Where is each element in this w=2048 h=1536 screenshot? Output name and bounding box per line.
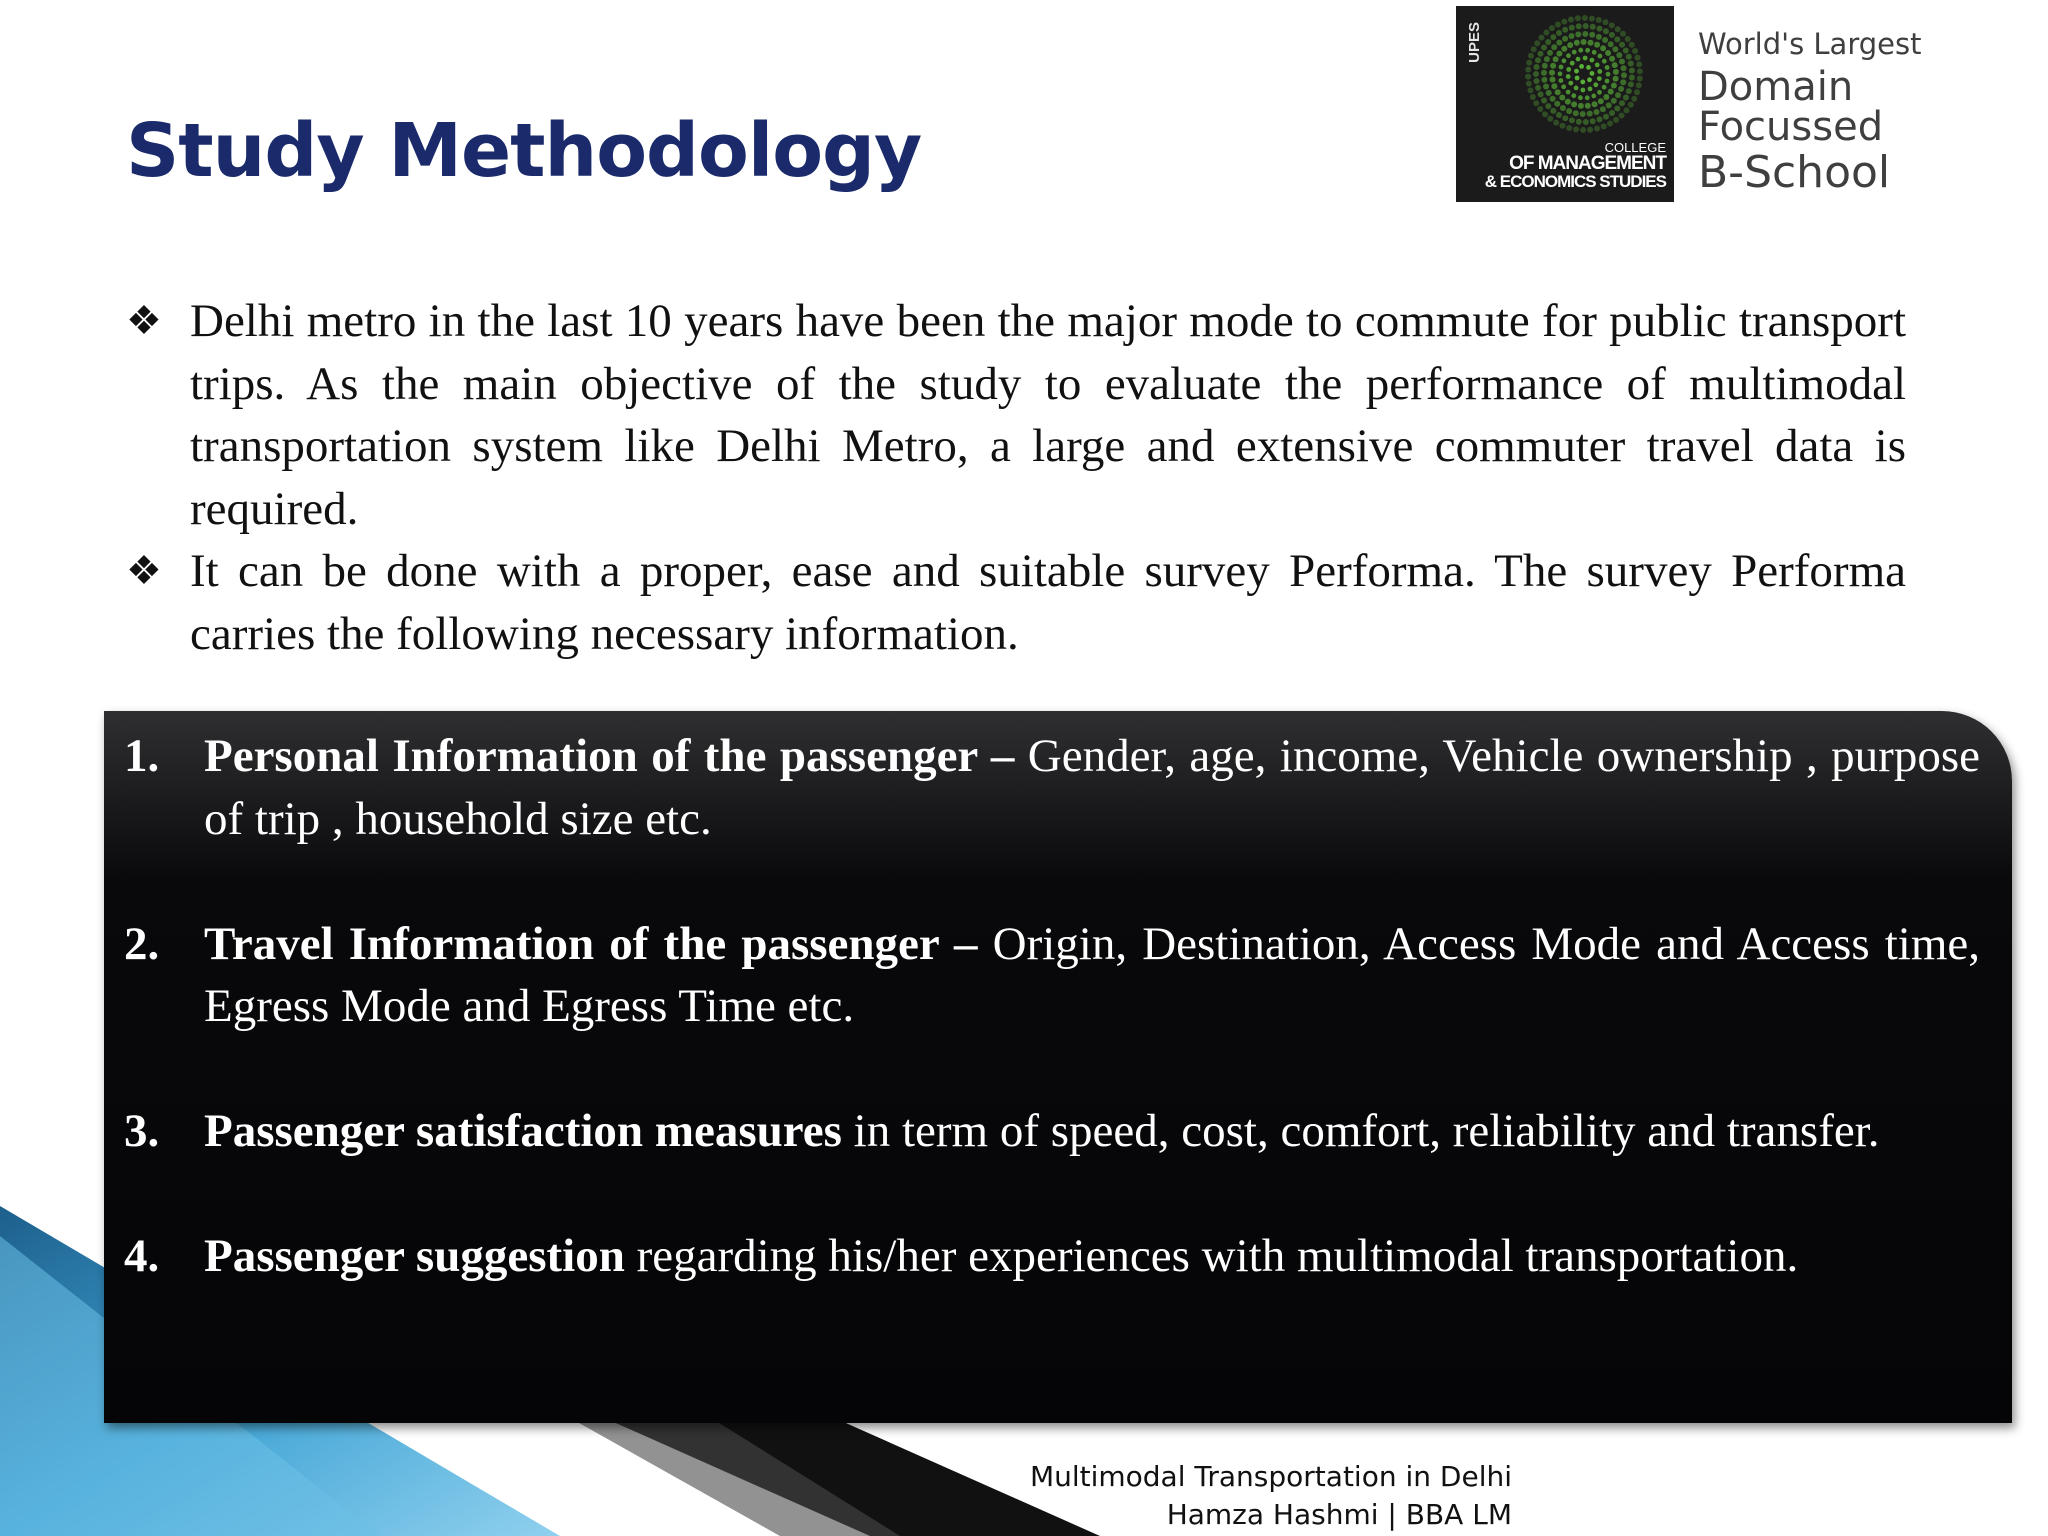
survey-info-list [124, 725, 1980, 1288]
logo-text [1456, 141, 1666, 190]
list-item [124, 725, 1980, 850]
list-item [124, 913, 1980, 1038]
logo-line-3: & ECONOMICS STUDIES [1484, 172, 1666, 191]
bullet-item [126, 540, 1906, 665]
tagline-line-3: B-School [1698, 147, 1891, 198]
list-item [124, 1100, 1980, 1163]
tagline-line-2: Domain Focussed [1698, 64, 1884, 150]
bullet-text: It can be done with a proper, ease and suitable survey Performa. The survey Performa carries the following necessary information. [190, 545, 1906, 660]
slide-footer [1030, 1458, 1512, 1534]
logo-line-2: OF MANAGEMENT [1509, 153, 1666, 174]
item-text: regarding his/her experiences with multimodal transportation. [624, 1230, 1799, 1282]
bullet-text: Delhi metro in the last 10 years have been the major mode to commute for public transport trips. As the main objective of the study to evaluate the performance of multimodal transportation system like Delhi Metro, a large and extensive commuter travel data is required. [190, 295, 1906, 535]
footer-line-2: Hamza Hashmi | BBA LM [1166, 1498, 1512, 1531]
list-item [124, 1225, 1980, 1288]
item-heading: Passenger suggestion [204, 1230, 625, 1282]
item-heading: Passenger satisfaction measures [204, 1105, 842, 1157]
upes-logo [1456, 6, 1674, 202]
item-heading: Personal Information of the passenger – [204, 730, 1015, 782]
item-number: 4. [124, 1230, 160, 1282]
tagline [1698, 27, 2048, 198]
tagline-line-1: World's Largest [1698, 27, 1922, 61]
item-text: Origin, Destination, Access Mode and Access time, Egress Mode and Egress Time etc. [204, 917, 1981, 1032]
item-heading: Travel Information of the passenger – [204, 917, 978, 970]
item-number: 3. [124, 1105, 160, 1157]
item-number: 2. [124, 917, 160, 970]
diamond-bullet-icon: ❖ [126, 298, 162, 343]
footer-line-1: Multimodal Transportation in Delhi [1029, 1460, 1512, 1493]
item-number: 1. [124, 730, 160, 782]
survey-info-panel [104, 711, 2012, 1423]
bullet-list [126, 290, 1906, 665]
bullet-item [126, 290, 1906, 540]
slide-title: Study Methodology [126, 108, 922, 194]
item-text: in term of speed, cost, comfort, reliability and transfer. [841, 1105, 1880, 1157]
diamond-bullet-icon: ❖ [126, 548, 162, 593]
logo-side-text: UPES [1466, 22, 1483, 63]
item-text: Gender, age, income, Vehicle ownership , purpose of trip , household size etc. [204, 730, 1980, 845]
logo-line-1: COLLEGE [1604, 140, 1666, 155]
